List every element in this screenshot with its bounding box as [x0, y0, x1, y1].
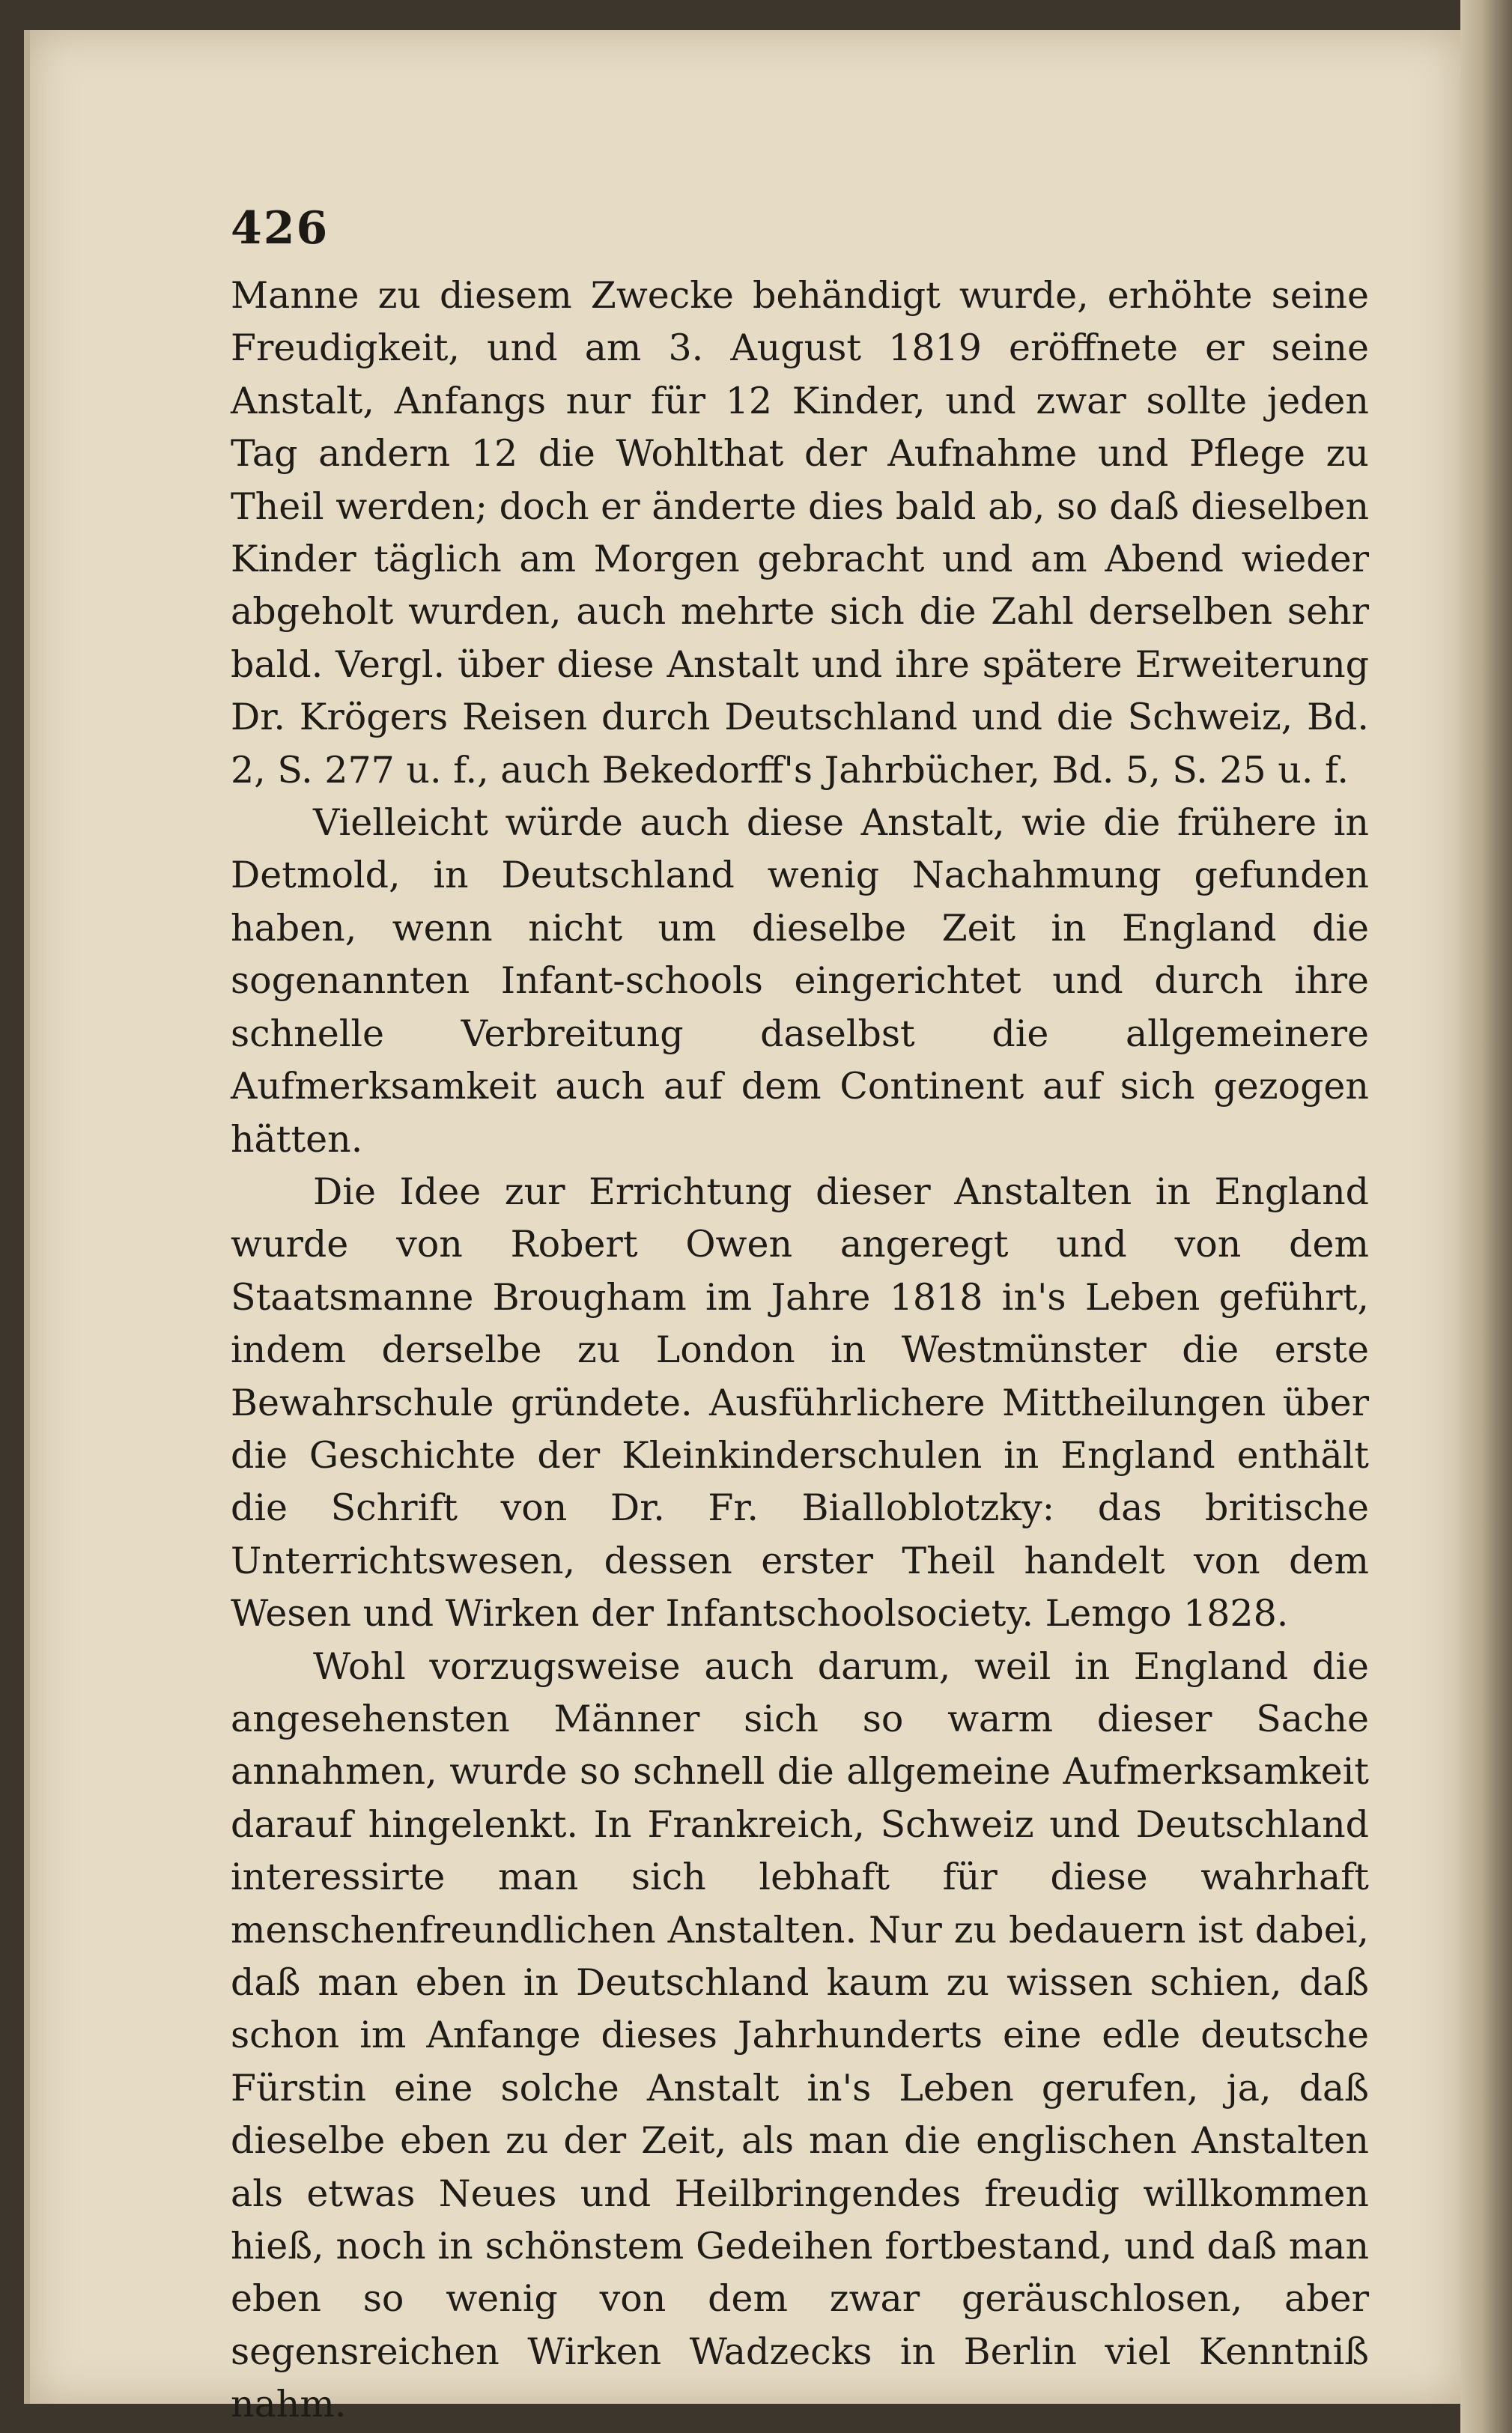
paragraph-4: Wohl vorzugsweise auch darum, weil in England die angesehensten Männer sich so warm dieser Sache annahmen, wurde so schnell die allgemeine Aufmerksamkeit darauf hingelenkt. In Frankreich, Schweiz und Deutschland interessirte man sich lebhaft für diese wahrhaft menschenfreundlichen Anstalten. Nur zu bedauern ist dabei, daß man eben in Deutschland kaum zu wissen schien, daß schon im Anfange dieses Jahrhunderts eine edle deutsche Fürstin eine solche Anstalt in's Leben gerufen, ja, daß dieselbe eben zu der Zeit, als man die englischen Anstalten als etwas Neues und Heilbringendes freudig willkommen hieß, noch in schönstem Gedeihen fortbestand, und daß man eben so wenig von dem zwar geräuschlosen, aber segensreichen Wirken Wadzecks in Berlin viel Kenntniß nahm. [231, 1644, 1369, 2426]
page-number: 426 [231, 202, 330, 255]
paragraph-1: Manne zu diesem Zwecke behändigt wurde, erhöhte seine Freudigkeit, und am 3. August 1819 eröffnete er seine Anstalt, Anfangs nur für 12 Kinder, und zwar sollte jeden Tag andern 12 die Wohlthat der Aufnahme und Pflege zu Theil werden; doch er änderte dies bald ab, so daß dieselben Kinder täglich am Morgen gebracht und am Abend wieder abgeholt wurden, auch mehrte sich die Zahl derselben sehr bald. Vergl. über diese Anstalt und ihre spätere Erweiterung Dr. Krögers Reisen durch Deutschland und die Schweiz, Bd. 2, S. 277 u. f., auch Bekedorff's Jahrbücher, Bd. 5, S. 25 u. f. [231, 274, 1369, 792]
paragraph-3: Die Idee zur Errichtung dieser Anstalten in England wurde von Robert Owen angeregt und von dem Staatsmanne Brougham im Jahre 1818 in's Leben geführt, indem derselbe zu London in Westmünster die erste Bewahrschule gründete. Ausführlichere Mittheilungen über die Geschichte der Kleinkinderschulen in England enthält die Schrift von Dr. Fr. Bialloblotzky: das britische Unterrichtswesen, dessen erster Theil handelt von dem Wesen und Wirken der Infantschoolsociety. Lemgo 1828. [231, 1170, 1369, 1635]
page-body-text [231, 270, 1369, 2432]
paragraph-2: Vielleicht würde auch diese Anstalt, wie die frühere in Detmold, in Deutschland wenig Nachahmung gefunden haben, wenn nicht um dieselbe Zeit in England die sogenannten Infant-schools eingerichtet und durch ihre schnelle Verbreitung daselbst die allgemeinere Aufmerksamkeit auch auf dem Continent auf sich gezogen hätten. [231, 801, 1369, 1161]
page-edge-shadow [1460, 0, 1512, 2433]
